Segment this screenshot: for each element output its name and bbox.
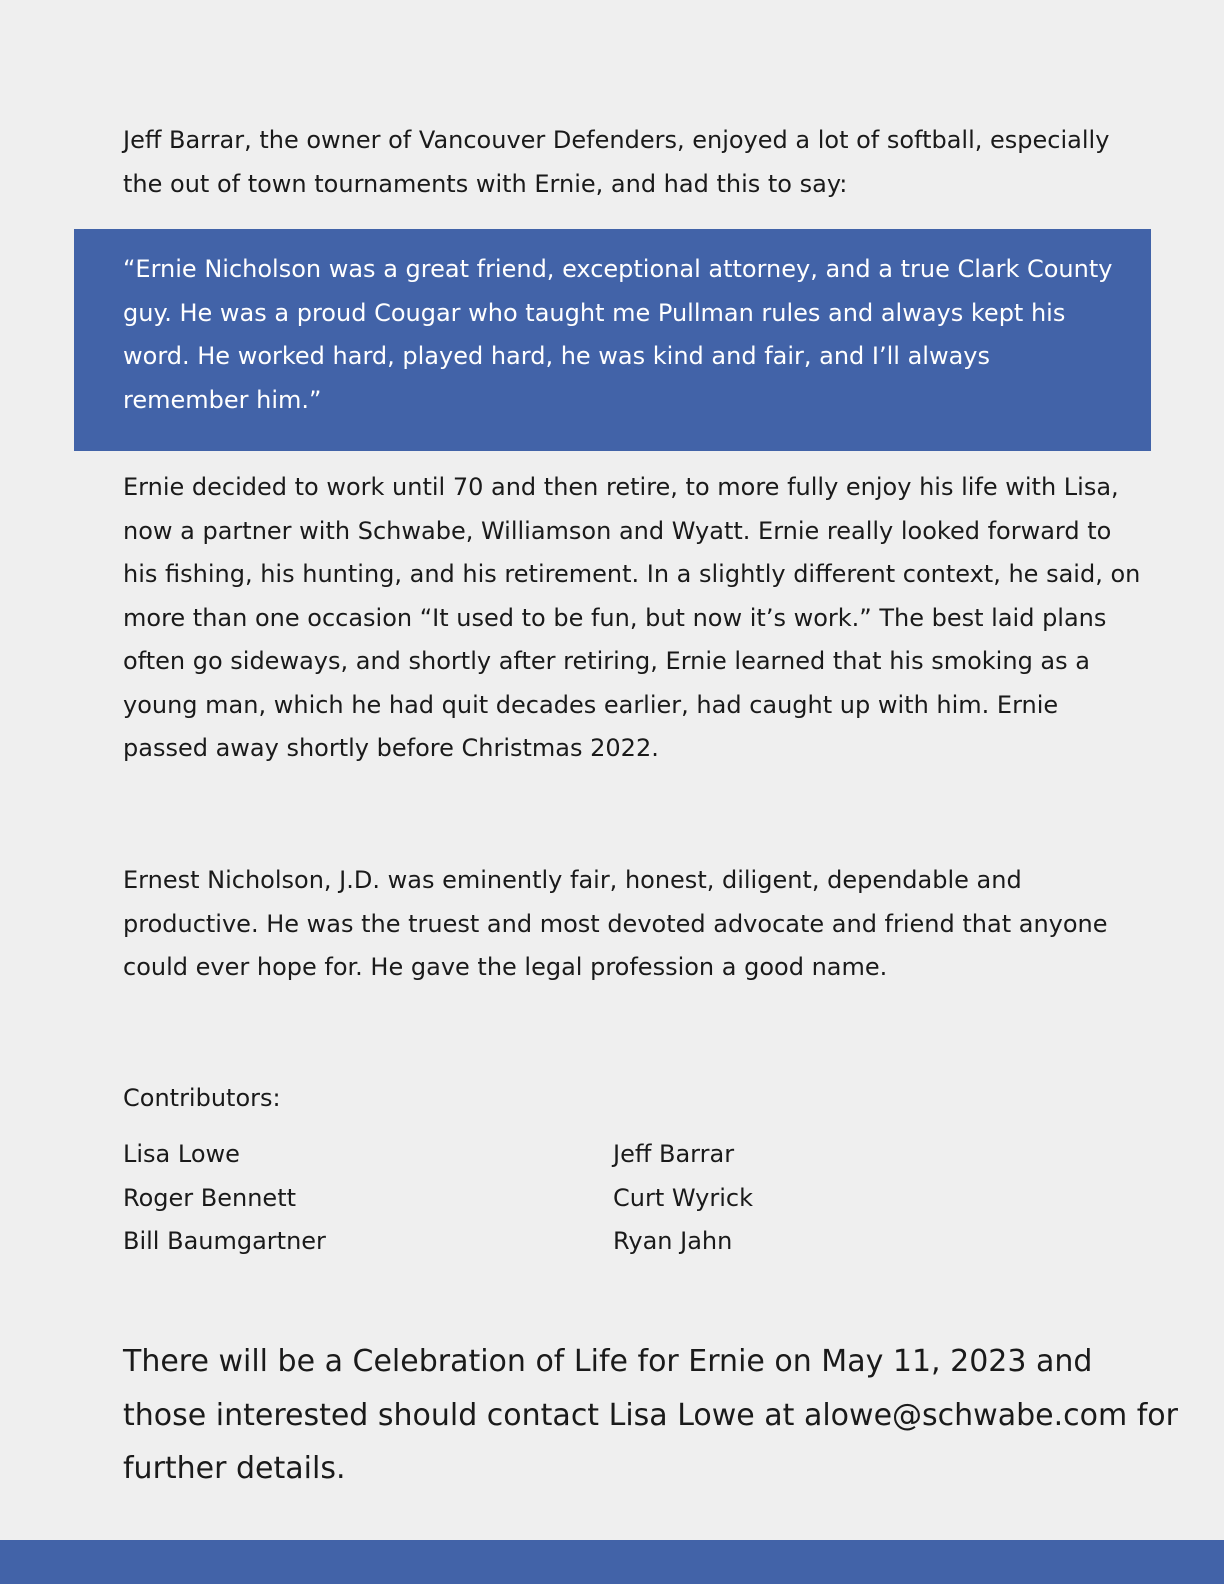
contributor-name: Jeff Barrar [613, 1140, 735, 1168]
contributors-heading: Contributors: [123, 1084, 281, 1112]
celebration-notice: There will be a Celebration of Life for Ernie on May 11, 2023 and those interested should contact Lisa Lowe at alowe@schwabe.com for further details. [123, 1344, 1178, 1486]
barrar-quote: “Ernie Nicholson was a great friend, exceptional attorney, and a true Clark County guy. He was a proud Cougar who taught me Pullman rules and always kept his word. He worked hard, played hard, he was kind and fair, and I’ll always remember him.” [123, 255, 1113, 414]
quote-box [74, 229, 1151, 451]
intro-paragraph: Jeff Barrar, the owner of Vancouver Defenders, enjoyed a lot of softball, especially the out of town tournaments with Ernie, and had this to say: [123, 126, 1110, 198]
contributor-name: Ryan Jahn [613, 1227, 733, 1255]
retirement-paragraph: Ernie decided to work until 70 and then retire, to more fully enjoy his life with Lisa, now a partner with Schwabe, Williamson and Wyatt. Ernie really looked forward to his fishing, his hunting, and his retirement. In a slightly different context, he said, on more than one occasion “It used to be fun, but now it’s work.” The best laid plans often go sideways, and shortly after retiring, Ernie learned that his smoking as a young man, which he had quit decades earlier, had caught up with him. Ernie passed away shortly before Christmas 2022. [123, 473, 1141, 762]
contributor-name: Curt Wyrick [613, 1183, 754, 1212]
contributors-list-right [613, 1133, 1093, 1264]
footer-bar [0, 1540, 1224, 1584]
tribute-paragraph: Ernest Nicholson, J.D. was eminently fair, honest, diligent, dependable and productive. He was the truest and most devoted advocate and friend that anyone could ever hope for. He gave the legal profession a good name. [123, 866, 1108, 981]
contributors-list-left [123, 1133, 603, 1264]
contributor-name: Lisa Lowe [123, 1140, 240, 1168]
contributor-name: Bill Baumgartner [123, 1227, 326, 1255]
contributor-name: Roger Bennett [123, 1183, 297, 1212]
